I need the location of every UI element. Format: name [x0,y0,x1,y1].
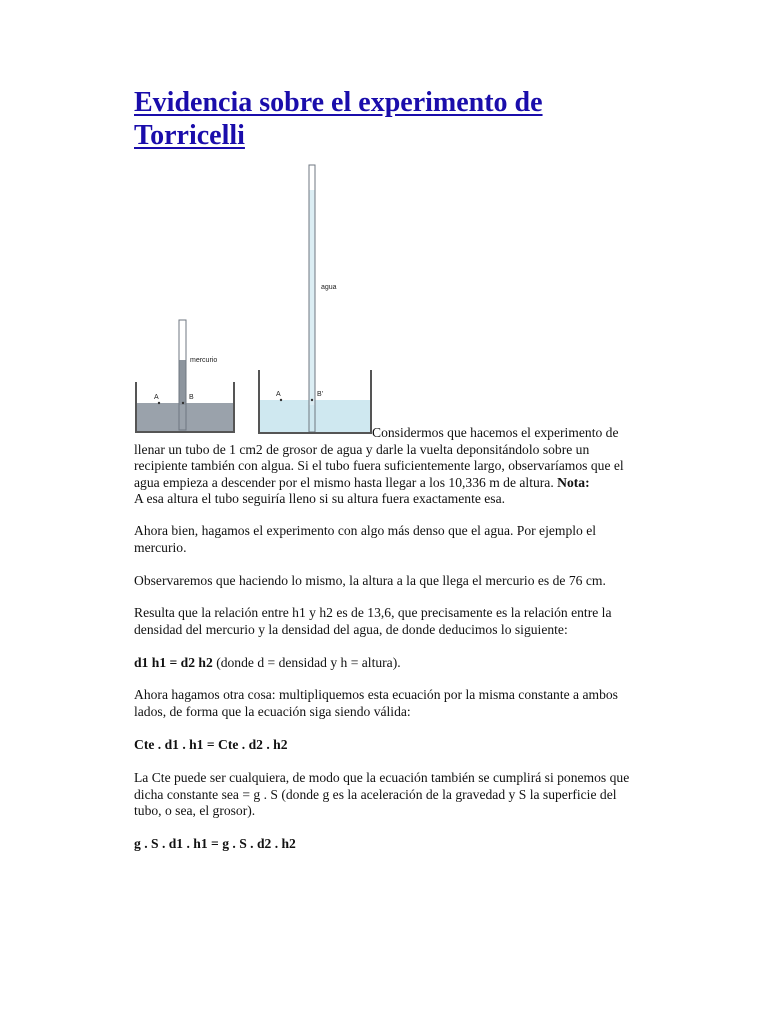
label-b-prime: B' [317,391,324,398]
equation-1: d1 h1 = d2 h2 [134,655,213,670]
paragraph-5 [134,655,634,672]
mercury-tube-fill [179,360,186,405]
paragraph-4: Resulta que la relación entre h1 y h2 es de 13,6, que precisamente es la relación entre la densidad del mercurio y la densidad del agua, de donde deducimos lo siguiente: [134,605,612,637]
water-tube-fill [309,190,315,405]
torricelli-diagram [133,160,373,440]
point-a-right [280,399,282,401]
paragraph-9 [134,836,634,853]
point-b-prime [311,399,313,401]
paragraph-8: La Cte puede ser cualquiera, de modo que la ecuación también se cumplirá si ponemos que dicha constante sea = g . S (donde g es la aceleración de la gravedad y S la superficie del tubo, o sea, el grosor). [134,770,630,818]
intro-text: Considermos que hacemos el experimento de llenar un tubo de 1 cm2 de grosor de agua y darle la vuelta deponsitándolo sobre un recipiente también con algua. Si el tubo fuera suficientemente largo, observaríamos que el agua empieza a descender por el mismo hasta llegar a los 10,336 m de altura. [134,425,624,490]
paragraph-7 [134,737,634,754]
equation-2: Cte . d1 . h1 = Cte . d2 . h2 [134,737,288,752]
mercury-experiment [136,320,234,432]
equation-1-note: (donde d = densidad y h = altura). [216,655,401,670]
water-experiment [259,165,371,433]
point-a-left [158,402,160,404]
label-mercurio: mercurio [190,357,218,364]
intro-note-label: Nota: [557,474,590,490]
label-b: B [189,394,194,401]
paragraph-2: Ahora bien, hagamos el experimento con algo más denso que el agua. Por ejemplo el mercurio. [134,523,597,555]
label-a-right: A [276,391,281,398]
point-b [182,402,184,404]
paragraph-3: Observaremos que haciendo lo mismo, la altura a la que llega el mercurio es de 76 cm. [134,573,606,588]
paragraph-6: Ahora hagamos otra cosa: multipliquemos esta ecuación por la misma constante a ambos lados, de forma que la ecuación siga siendo válida: [134,687,618,719]
intro-after-text: A esa altura el tubo seguiría lleno si su altura fuera exactamente esa. [134,491,506,506]
label-a-left: A [154,394,159,401]
page-title-link[interactable]: Evidencia sobre el experimento de Torricelli [134,87,543,151]
equation-3: g . S . d1 . h1 = g . S . d2 . h2 [134,836,296,851]
label-agua: agua [321,284,337,291]
paragraph-intro [134,425,634,508]
